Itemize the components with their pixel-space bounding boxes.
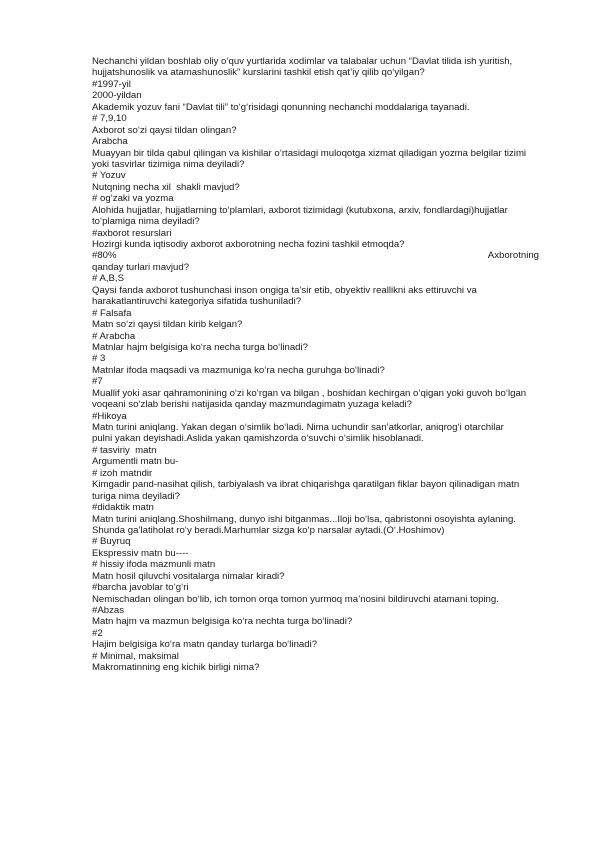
text-line: # 3: [92, 353, 106, 365]
text-line: #Abzas: [92, 605, 124, 616]
text-line: pulni yakan deyishadi.Aslida yakan qamishzorda o‘suvchi o‘simlik hisoblanadi.: [92, 433, 424, 445]
text-line: Matn so‘zi qaysi tildan kirib kelgan?: [92, 319, 243, 331]
text-line: Makromatinning eng kichik birligi nima?: [92, 662, 260, 674]
text-line: #Hikoya: [92, 410, 127, 422]
question-fragment: Axborotning: [487, 250, 539, 262]
text-line: # 7,9,10: [92, 113, 127, 125]
text-line-split: [92, 250, 557, 261]
text-line: # A,B,S: [92, 273, 124, 285]
text-line: Muallif yoki asar qahramonining o‘zi ko‘rgan va bilgan , boshidan kechirgan o‘qigan yoki guvoh bo‘lgan: [92, 387, 527, 399]
text-line: Nechanchi yildan boshlab oliy o‘quv yurtlarida xodimlar va talabalar uchun “Davlat tilida ish yuritish,: [92, 56, 513, 67]
text-line: Nemischadan olingan bo‘lib, ich tomon orqa tomon yurmoq ma’nosini bildiruvchi atamani toping.: [92, 593, 499, 605]
text-line: Matnlar hajm belgisiga ko‘ra necha turga bo‘linadi?: [92, 341, 308, 353]
text-line: # Arabcha: [92, 330, 136, 342]
text-line: Matn hajm va mazmun belgisiga ko‘ra nechta turga bo‘linadi?: [92, 616, 353, 628]
text-line: Shunda ga’latiholat ro‘y beradi.Marhumlar sizga ko‘p narsalar aytadi.(O‘.Hoshimov): [92, 524, 445, 536]
text-line: 2000-yildan: [92, 90, 142, 102]
text-line: voqeani so‘zlab berishi natijasida qanday mazmundagimatn yuzaga keladi?: [92, 399, 412, 411]
text-line: # hissiy ifoda mazmunli matn: [92, 559, 216, 571]
text-line: #1997-yil: [92, 78, 131, 90]
text-line: qanday turlari mavjud?: [92, 261, 190, 273]
text-line: # Minimal, maksimal: [92, 650, 179, 662]
document-body: [92, 56, 557, 674]
text-line: #didaktik matn: [92, 502, 154, 514]
text-line: Akademik yozuv fani “Davlat tili” to‘g‘risidagi qonunning nechanchi moddalariga tayanadi.: [92, 101, 470, 113]
text-line: # tasviriy matn: [92, 444, 157, 456]
text-line: Qaysi fanda axborot tushunchasi inson ongiga ta’sir etib, obyektiv reallikni aks ettiruvchi va: [92, 284, 477, 296]
text-line: # Buyruq: [92, 536, 131, 548]
text-line: Arabcha: [92, 136, 128, 148]
text-line: Argumentli matn bu-: [92, 456, 179, 468]
text-line: Muayyan bir tilda qabul qilingan va kishilar o‘rtasidagi muloqotga xizmat qiladigan yozma belgilar tizimi: [92, 147, 527, 159]
text-line: #barcha javoblar to‘g‘ri: [92, 582, 189, 594]
text-line: # izoh matndir: [92, 467, 153, 479]
text-line: harakatlantiruvchi kategoriya sifatida tushuniladi?: [92, 296, 302, 308]
text-line: Axborot so‘zi qaysi tildan olingan?: [92, 124, 237, 136]
text-line: #7: [92, 376, 103, 388]
text-line: hujjatshunoslik va atamashunoslik” kurslarini tashkil etish qat’iy qilib qo‘yilgan?: [92, 67, 425, 79]
text-line: Nutqning necha xil shakli mavjud?: [92, 181, 240, 193]
text-line: Hozirgi kunda iqtisodiy axborot axborotning necha fozini tashkil etmoqda?: [92, 239, 405, 250]
text-line: # Falsafa: [92, 307, 132, 319]
text-line: # og‘zaki va yozma: [92, 193, 174, 205]
text-line: Matnlar ifoda maqsadi va mazmuniga ko‘ra necha guruhga bo‘linadi?: [92, 364, 385, 376]
text-line: Matn turini aniqlang.Shoshilmang, dunyo ishi bitganmas...Iloji bo‘lsa, qabristonni osoyishta aylaning.: [92, 513, 516, 525]
answer-text: #80%: [92, 250, 117, 262]
text-line: #2: [92, 627, 103, 639]
text-line: Kimgadir pand-nasihat qilish, tarbiyalash va ibrat chiqarishga qaratilgan fiklar bayon qilinadigan matn: [92, 479, 520, 491]
text-line: yoki tasvirlar tizimiga nima deyiladi?: [92, 158, 245, 170]
text-line: Matn hosil qiluvchi vositalarga nimalar kiradi?: [92, 570, 285, 582]
text-line: Alohida hujjatlar, hujjatlarning to‘plamlari, axborot tizimidagi (kutubxona, arxiv, fondlardagi)hujjatlar: [92, 204, 508, 216]
text-line: # Yozuv: [92, 170, 126, 182]
text-line: Matn turini aniqlang. Yakan degan o‘simlik bo‘ladi. Nima uchundir san’atkorlar, aniqrog‘i otarchilar: [92, 422, 504, 433]
text-line: to‘plamiga nima deyiladi?: [92, 216, 200, 228]
text-line: Ekspressiv matn bu----: [92, 547, 189, 559]
text-line: turiga nima deyiladi?: [92, 490, 180, 502]
text-line: Hajim belgisiga ko‘ra matn qanday turlarga bo‘linadi?: [92, 639, 318, 651]
text-line: #axborot resurslari: [92, 227, 172, 239]
